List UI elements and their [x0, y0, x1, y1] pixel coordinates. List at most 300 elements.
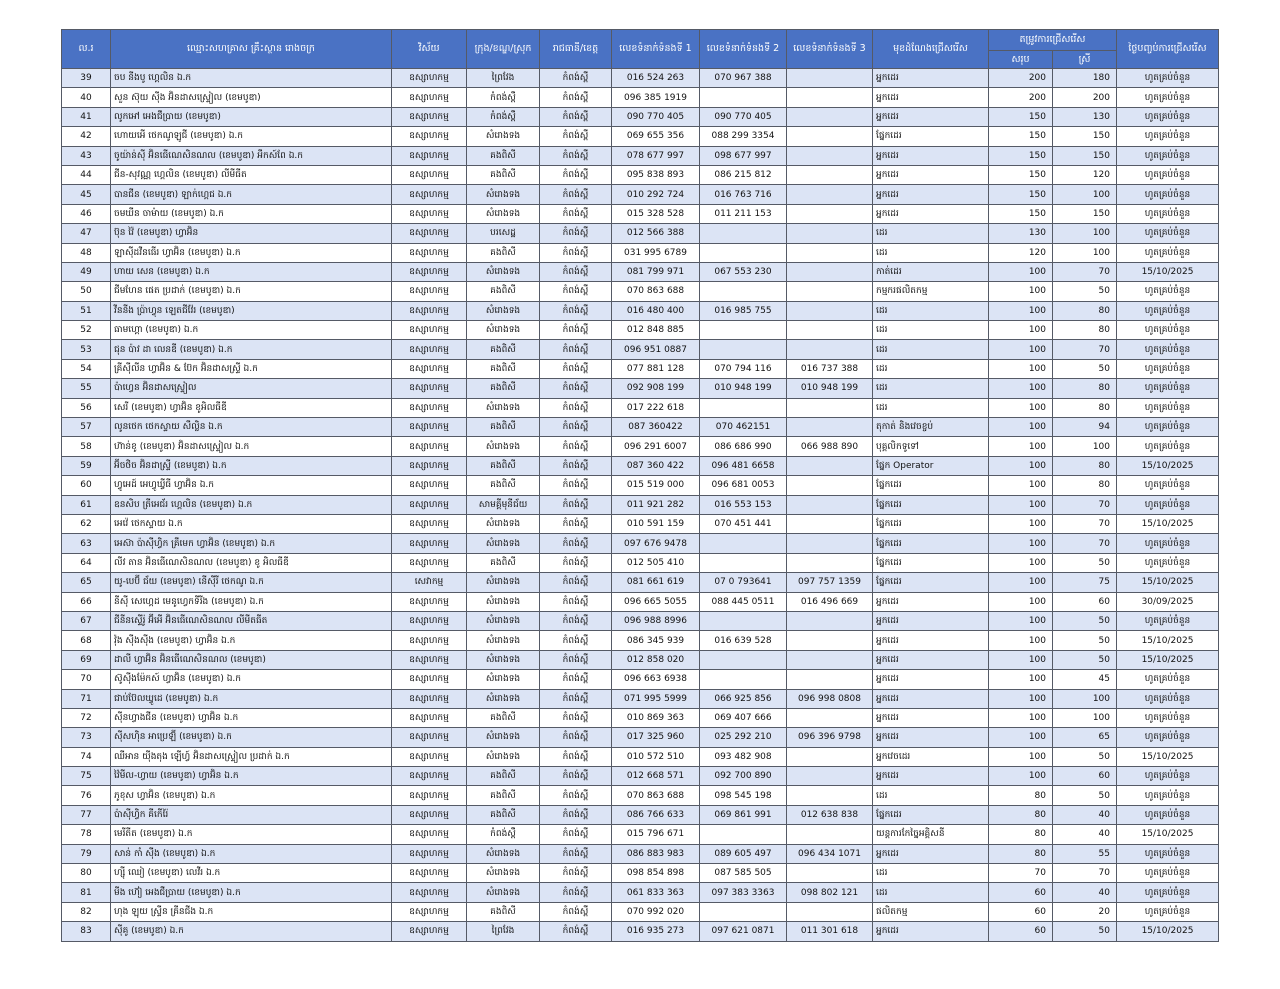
header-sector: វិស័យ: [392, 30, 467, 69]
cell-position: អ្នកដេរ: [873, 69, 989, 88]
cell-sector: ឧស្សាហកម្ម: [392, 476, 467, 495]
table-body: [62, 69, 1219, 942]
cell-no: 73: [62, 728, 111, 747]
cell-phone-1: 010 572 510: [612, 747, 700, 766]
cell-total: 100: [989, 379, 1053, 398]
cell-position: អ្នកដេរ: [873, 650, 989, 669]
cell-province: កំពង់ស្ពឺ: [540, 243, 612, 262]
cell-province: កំពង់ស្ពឺ: [540, 301, 612, 320]
cell-position: អ្នកដេរ: [873, 670, 989, 689]
cell-sector: ឧស្សាហកម្ម: [392, 88, 467, 107]
cell-phone-2: [700, 224, 787, 243]
cell-province: កំពង់ស្ពឺ: [540, 670, 612, 689]
cell-phone-2: 070 462151: [700, 418, 787, 437]
cell-phone-3: [787, 204, 873, 223]
cell-phone-3: 066 988 890: [787, 437, 873, 456]
cell-sector: ឧស្សាហកម្ម: [392, 204, 467, 223]
cell-sector: ឧស្សាហកម្ម: [392, 127, 467, 146]
table-row: [62, 165, 1219, 184]
cell-phone-2: 010 948 199: [700, 379, 787, 398]
cell-company: ស៊ីនហ្វាងជីន (ខេមបូឌា) ហ្វាអ៊ិន ឯ.ក: [111, 708, 392, 727]
cell-female: 50: [1053, 747, 1117, 766]
cell-phone-3: [787, 185, 873, 204]
cell-total: 150: [989, 107, 1053, 126]
cell-district: សំរោងទង: [467, 185, 540, 204]
cell-deadline: ហូតគ្រប់ចំនួន: [1117, 728, 1219, 747]
cell-sector: ឧស្សាហកម្ម: [392, 379, 467, 398]
cell-company: ចូយ៉ាន់ស៊ី អ៊ិនធើណេសិនណល (ខេមបូឌា) អឹកស៍ពែ ឯ.ក: [111, 146, 392, 165]
cell-company: វ៉ុង ស៊ីងស៊ីង (ខេមបូឌា) ហ្វាអ៊ិន ឯ.ក: [111, 631, 392, 650]
cell-total: 100: [989, 747, 1053, 766]
table-row: [62, 243, 1219, 262]
cell-province: កំពង់ស្ពឺ: [540, 282, 612, 301]
cell-company: ឈីអាន យ៉ីងតុង ឡើហ្វ៍ អ៊ិនដាសស្ទ្រៀល ប្រដាក់ ឯ.ក: [111, 747, 392, 766]
cell-company: ហោយអើ ថេកណូឡូជី (ខេមបូឌា) ឯ.ក: [111, 127, 392, 146]
cell-position: ដេរ: [873, 301, 989, 320]
table-row: [62, 864, 1219, 883]
cell-phone-2: 07 0 793641: [700, 573, 787, 592]
cell-total: 100: [989, 514, 1053, 533]
cell-total: 120: [989, 243, 1053, 262]
cell-deadline: ហូតគ្រប់ចំនួន: [1117, 553, 1219, 572]
cell-phone-3: 010 948 199: [787, 379, 873, 398]
cell-district: គងពិសី: [467, 456, 540, 475]
cell-deadline: ហូតគ្រប់ចំនួន: [1117, 88, 1219, 107]
cell-phone-3: [787, 224, 873, 243]
cell-province: កំពង់ស្ពឺ: [540, 69, 612, 88]
cell-total: 100: [989, 321, 1053, 340]
cell-position: អ្នកដេរ: [873, 728, 989, 747]
cell-phone-1: 070 863 688: [612, 786, 700, 805]
cell-sector: ឧស្សាហកម្ម: [392, 514, 467, 533]
cell-no: 54: [62, 359, 111, 378]
cell-sector: ឧស្សាហកម្ម: [392, 437, 467, 456]
cell-deadline: ហូតគ្រប់ចំនួន: [1117, 786, 1219, 805]
cell-deadline: ហូតគ្រប់ចំនួន: [1117, 185, 1219, 204]
cell-province: កំពង់ស្ពឺ: [540, 437, 612, 456]
cell-sector: ឧស្សាហកម្ម: [392, 534, 467, 553]
cell-deadline: 15/10/2025: [1117, 456, 1219, 475]
table-row: [62, 301, 1219, 320]
cell-province: កំពង់ស្ពឺ: [540, 127, 612, 146]
cell-position: អ្នកដេរ: [873, 185, 989, 204]
cell-female: 50: [1053, 631, 1117, 650]
cell-no: 41: [62, 107, 111, 126]
cell-province: កំពង់ស្ពឺ: [540, 728, 612, 747]
cell-total: 80: [989, 825, 1053, 844]
cell-no: 43: [62, 146, 111, 165]
cell-position: ផ្នែកដេរ: [873, 514, 989, 533]
table-row: [62, 611, 1219, 630]
cell-position: ដេរ: [873, 379, 989, 398]
cell-female: 55: [1053, 844, 1117, 863]
cell-phone-2: 069 861 991: [700, 805, 787, 824]
cell-phone-3: [787, 418, 873, 437]
table-row: [62, 689, 1219, 708]
cell-sector: ឧស្សាហកម្ម: [392, 902, 467, 921]
cell-total: 60: [989, 883, 1053, 902]
cell-total: 100: [989, 456, 1053, 475]
cell-deadline: ហូតគ្រប់ចំនួន: [1117, 107, 1219, 126]
cell-sector: ឧស្សាហកម្ម: [392, 786, 467, 805]
cell-province: កំពង់ស្ពឺ: [540, 611, 612, 630]
cell-phone-3: [787, 534, 873, 553]
cell-no: 76: [62, 786, 111, 805]
cell-phone-3: 098 802 121: [787, 883, 873, 902]
cell-no: 40: [62, 88, 111, 107]
cell-female: 80: [1053, 379, 1117, 398]
cell-phone-2: 067 553 230: [700, 262, 787, 281]
cell-position: អ្នកដេរ: [873, 107, 989, 126]
cell-district: សំរោងទង: [467, 670, 540, 689]
cell-sector: ឧស្សាហកម្ម: [392, 592, 467, 611]
cell-phone-1: 010 591 159: [612, 514, 700, 533]
cell-phone-2: 096 681 0053: [700, 476, 787, 495]
table-row: [62, 767, 1219, 786]
cell-district: សំរោងទង: [467, 573, 540, 592]
cell-phone-2: [700, 321, 787, 340]
cell-deadline: ហូតគ្រប់ចំនួន: [1117, 146, 1219, 165]
cell-company: លូកអៅ អេងជឺប្រាយ (ខេមបូឌា): [111, 107, 392, 126]
cell-female: 45: [1053, 670, 1117, 689]
cell-phone-2: 087 585 505: [700, 864, 787, 883]
cell-district: គងពិសី: [467, 340, 540, 359]
cell-district: សំរោងទង: [467, 301, 540, 320]
cell-position: ដេរ: [873, 398, 989, 417]
cell-no: 42: [62, 127, 111, 146]
header-no: ល.រ: [62, 30, 111, 69]
table-row: [62, 398, 1219, 417]
cell-sector: ឧស្សាហកម្ម: [392, 243, 467, 262]
cell-company: គ្រីស៊ីលីន ហ្វាអ៊ិន & ប៊ែក អ៊ិនដាសស្ទ្រី ឯ.ក: [111, 359, 392, 378]
cell-company: ស៊ូស៊ីងម៉ែកស៍ ហ្វាអ៊ិន (ខេមបូឌា) ឯ.ក: [111, 670, 392, 689]
cell-district: ព្រៃវែង: [467, 69, 540, 88]
cell-district: សំរោងទង: [467, 631, 540, 650]
cell-province: កំពង់ស្ពឺ: [540, 631, 612, 650]
cell-phone-2: [700, 398, 787, 417]
cell-phone-3: [787, 476, 873, 495]
cell-female: 150: [1053, 146, 1117, 165]
cell-position: ផលិតកម្ម: [873, 902, 989, 921]
cell-district: សំរោងទង: [467, 611, 540, 630]
cell-total: 100: [989, 708, 1053, 727]
cell-no: 80: [62, 864, 111, 883]
cell-district: សំរោងទង: [467, 534, 540, 553]
cell-sector: ឧស្សាហកម្ម: [392, 670, 467, 689]
cell-phone-1: 090 770 405: [612, 107, 700, 126]
cell-phone-2: 066 925 856: [700, 689, 787, 708]
cell-company: លីវ តាន អ៊ិនធើណេសិនណល (ខេមបូឌា) ខូ អិលធីឌី: [111, 553, 392, 572]
cell-total: 200: [989, 88, 1053, 107]
cell-deadline: ហូតគ្រប់ចំនួន: [1117, 883, 1219, 902]
cell-company: ប៉ាហ្វេន អ៊ិនដាសស្ទ្រៀល: [111, 379, 392, 398]
cell-phone-1: 012 566 388: [612, 224, 700, 243]
cell-company: មីង ហ៊ៀ អេងជឺប្រាយ (ខេមបូឌា) ឯ.ក: [111, 883, 392, 902]
cell-province: កំពង់ស្ពឺ: [540, 224, 612, 243]
cell-phone-2: [700, 282, 787, 301]
cell-total: 100: [989, 670, 1053, 689]
cell-deadline: ហូតគ្រប់ចំនួន: [1117, 611, 1219, 630]
table-row: [62, 88, 1219, 107]
cell-female: 94: [1053, 418, 1117, 437]
cell-phone-2: [700, 902, 787, 921]
table-row: [62, 340, 1219, 359]
cell-province: កំពង់ស្ពឺ: [540, 689, 612, 708]
cell-phone-2: 070 967 388: [700, 69, 787, 88]
cell-phone-1: 096 988 8996: [612, 611, 700, 630]
table-row: [62, 359, 1219, 378]
cell-deadline: ហូតគ្រប់ចំនួន: [1117, 844, 1219, 863]
cell-phone-1: 011 921 282: [612, 495, 700, 514]
cell-deadline: ហូតគ្រប់ចំនួន: [1117, 476, 1219, 495]
table-row: [62, 786, 1219, 805]
cell-total: 100: [989, 573, 1053, 592]
cell-phone-3: [787, 107, 873, 126]
cell-no: 72: [62, 708, 111, 727]
table-row: [62, 553, 1219, 572]
cell-female: 20: [1053, 902, 1117, 921]
cell-phone-1: 086 883 983: [612, 844, 700, 863]
cell-district: គងពិសី: [467, 902, 540, 921]
cell-district: គងពិសី: [467, 786, 540, 805]
cell-phone-1: 015 328 528: [612, 204, 700, 223]
cell-deadline: 15/10/2025: [1117, 631, 1219, 650]
cell-province: កំពង់ស្ពឺ: [540, 864, 612, 883]
cell-phone-1: 069 655 356: [612, 127, 700, 146]
cell-female: 70: [1053, 340, 1117, 359]
cell-phone-2: [700, 88, 787, 107]
cell-phone-3: [787, 301, 873, 320]
cell-deadline: ហូតគ្រប់ចំនួន: [1117, 165, 1219, 184]
cell-total: 150: [989, 204, 1053, 223]
cell-phone-3: [787, 708, 873, 727]
cell-sector: ឧស្សាហកម្ម: [392, 747, 467, 766]
cell-phone-1: 097 676 9478: [612, 534, 700, 553]
cell-no: 57: [62, 418, 111, 437]
cell-phone-1: 012 858 020: [612, 650, 700, 669]
cell-deadline: ហូតគ្រប់ចំនួន: [1117, 224, 1219, 243]
cell-district: គងពិសី: [467, 379, 540, 398]
cell-company: ប៉ាស៊ីហ្វិក គីកើរ៉ៃ: [111, 805, 392, 824]
cell-total: 80: [989, 844, 1053, 863]
cell-deadline: ហូតគ្រប់ចំនួន: [1117, 418, 1219, 437]
cell-phone-2: 097 621 0871: [700, 922, 787, 941]
table-row: [62, 534, 1219, 553]
cell-phone-2: 069 407 666: [700, 708, 787, 727]
cell-position: អ្នកវេចដេរ: [873, 747, 989, 766]
cell-phone-2: 093 482 908: [700, 747, 787, 766]
cell-no: 69: [62, 650, 111, 669]
cell-company: សាន់ កាំ ស៊ីង (ខេមបូឌា) ឯ.ក: [111, 844, 392, 863]
cell-district: សំរោងទង: [467, 728, 540, 747]
cell-total: 100: [989, 340, 1053, 359]
cell-phone-2: 016 985 755: [700, 301, 787, 320]
cell-no: 65: [62, 573, 111, 592]
cell-company: ចប នីងបូ ហ្គេលិន ឯ.ក: [111, 69, 392, 88]
cell-phone-3: [787, 340, 873, 359]
table-row: [62, 902, 1219, 921]
cell-deadline: 15/10/2025: [1117, 747, 1219, 766]
table-row: [62, 514, 1219, 533]
cell-phone-2: 011 211 153: [700, 204, 787, 223]
cell-total: 100: [989, 728, 1053, 747]
cell-total: 100: [989, 476, 1053, 495]
cell-deadline: ហូតគ្រប់ចំនួន: [1117, 902, 1219, 921]
cell-phone-3: [787, 456, 873, 475]
cell-district: បរសេដ្ឋ: [467, 224, 540, 243]
cell-deadline: ហូតគ្រប់ចំនួន: [1117, 534, 1219, 553]
cell-sector: ឧស្សាហកម្ម: [392, 767, 467, 786]
cell-deadline: ហូតគ្រប់ចំនួន: [1117, 127, 1219, 146]
cell-phone-2: 086 215 812: [700, 165, 787, 184]
cell-phone-3: [787, 69, 873, 88]
cell-female: 80: [1053, 456, 1117, 475]
cell-phone-1: 015 519 000: [612, 476, 700, 495]
cell-female: 80: [1053, 321, 1117, 340]
cell-district: គងពិសី: [467, 243, 540, 262]
cell-female: 40: [1053, 883, 1117, 902]
cell-phone-3: [787, 514, 873, 533]
cell-phone-2: 098 545 198: [700, 786, 787, 805]
cell-deadline: ហូតគ្រប់ចំនួន: [1117, 321, 1219, 340]
cell-phone-1: 016 524 263: [612, 69, 700, 88]
cell-position: ផ្នែក Operator: [873, 456, 989, 475]
cell-phone-3: [787, 495, 873, 514]
cell-phone-3: 016 496 669: [787, 592, 873, 611]
cell-sector: ឧស្សាហកម្ម: [392, 825, 467, 844]
cell-phone-3: [787, 127, 873, 146]
cell-company: នីស៊ី សេហ្គេដ មេនូហ្វេកទីរីង (ខេមបូឌា) ឯ.ក: [111, 592, 392, 611]
table-row: [62, 670, 1219, 689]
cell-district: សំរោងទង: [467, 262, 540, 281]
cell-phone-1: 016 480 400: [612, 301, 700, 320]
cell-phone-1: 010 292 724: [612, 185, 700, 204]
cell-position: អ្នកដេរ: [873, 844, 989, 863]
cell-sector: ឧស្សាហកម្ម: [392, 883, 467, 902]
cell-phone-2: 070 794 116: [700, 359, 787, 378]
cell-deadline: ហូតគ្រប់ចំនួន: [1117, 340, 1219, 359]
cell-province: កំពង់ស្ពឺ: [540, 165, 612, 184]
cell-province: កំពង់ស្ពឺ: [540, 456, 612, 475]
cell-province: កំពង់ស្ពឺ: [540, 476, 612, 495]
header-phone-1: លេខទំនាក់ទំនងទី 1: [612, 30, 700, 69]
cell-no: 71: [62, 689, 111, 708]
cell-female: 60: [1053, 592, 1117, 611]
cell-position: បុគ្គលិកទូទៅ: [873, 437, 989, 456]
cell-deadline: ហូតគ្រប់ចំនួន: [1117, 708, 1219, 727]
cell-province: កំពង់ស្ពឺ: [540, 398, 612, 417]
cell-phone-1: 017 222 618: [612, 398, 700, 417]
cell-position: ដេរ: [873, 321, 989, 340]
cell-province: កំពង់ស្ពឺ: [540, 514, 612, 533]
cell-female: 40: [1053, 805, 1117, 824]
cell-phone-1: 012 505 410: [612, 553, 700, 572]
cell-district: សំរោងទង: [467, 864, 540, 883]
header-deadline: ថ្ងៃបញ្ចប់ការជ្រើសរើស: [1117, 30, 1219, 69]
cell-province: កំពង់ស្ពឺ: [540, 825, 612, 844]
cell-company: អេស៊ា ប៉ាស៊ីហ្វិក គ្រឹមេក ហ្វាអ៊ិន (ខេមបូឌា) ឯ.ក: [111, 534, 392, 553]
cell-deadline: 15/10/2025: [1117, 650, 1219, 669]
cell-total: 100: [989, 359, 1053, 378]
cell-female: 200: [1053, 88, 1117, 107]
cell-phone-3: [787, 631, 873, 650]
table-row: [62, 127, 1219, 146]
cell-phone-1: 078 677 997: [612, 146, 700, 165]
cell-no: 59: [62, 456, 111, 475]
cell-deadline: ហូតគ្រប់ចំនួន: [1117, 398, 1219, 417]
cell-phone-1: 010 869 363: [612, 708, 700, 727]
cell-no: 48: [62, 243, 111, 262]
cell-phone-3: 096 998 0808: [787, 689, 873, 708]
cell-province: កំពង់ស្ពឺ: [540, 708, 612, 727]
table-row: [62, 728, 1219, 747]
cell-no: 81: [62, 883, 111, 902]
cell-position: អ្នកដេរ: [873, 146, 989, 165]
cell-no: 74: [62, 747, 111, 766]
cell-phone-1: 096 665 5055: [612, 592, 700, 611]
cell-deadline: ហូតគ្រប់ចំនួន: [1117, 805, 1219, 824]
cell-position: អ្នកដេរ: [873, 165, 989, 184]
cell-no: 52: [62, 321, 111, 340]
cell-company: វីននីង ប្រ៉ាហ្វុន ឡេតជីវ៉ែរ (ខេមបូឌា): [111, 301, 392, 320]
cell-position: អ្នកដេរ: [873, 611, 989, 630]
cell-phone-3: [787, 398, 873, 417]
cell-deadline: ហូតគ្រប់ចំនួន: [1117, 69, 1219, 88]
job-listing-table: [61, 29, 1219, 942]
cell-sector: ឧស្សាហកម្ម: [392, 69, 467, 88]
table-row: [62, 747, 1219, 766]
cell-phone-2: 098 677 997: [700, 146, 787, 165]
cell-deadline: ហូតគ្រប់ចំនួន: [1117, 359, 1219, 378]
cell-company: អេវ៉េ ថេកស្ទាយ ឯ.ក: [111, 514, 392, 533]
cell-no: 82: [62, 902, 111, 921]
cell-position: កម្មករផលិតកម្ម: [873, 282, 989, 301]
cell-phone-2: 016 763 716: [700, 185, 787, 204]
cell-total: 100: [989, 631, 1053, 650]
cell-phone-3: 096 434 1071: [787, 844, 873, 863]
cell-sector: ឧស្សាហកម្ម: [392, 864, 467, 883]
cell-phone-2: [700, 553, 787, 572]
cell-phone-1: 061 833 363: [612, 883, 700, 902]
cell-deadline: 15/10/2025: [1117, 262, 1219, 281]
cell-phone-1: 081 661 619: [612, 573, 700, 592]
cell-company: លូនថេក ថេកស្ទាយ សឹល្លិន ឯ.ក: [111, 418, 392, 437]
cell-female: 70: [1053, 534, 1117, 553]
cell-phone-2: 088 299 3354: [700, 127, 787, 146]
cell-company: សេរី (ខេមបូឌា) ហ្វាអ៊ិន ខូអិលធីឌី: [111, 398, 392, 417]
cell-sector: ឧស្សាហកម្ម: [392, 611, 467, 630]
cell-phone-1: 096 385 1919: [612, 88, 700, 107]
cell-phone-3: 012 638 838: [787, 805, 873, 824]
cell-phone-3: [787, 864, 873, 883]
cell-total: 100: [989, 301, 1053, 320]
cell-province: កំពង់ស្ពឺ: [540, 650, 612, 669]
cell-sector: ឧស្សាហកម្ម: [392, 805, 467, 824]
cell-no: 60: [62, 476, 111, 495]
cell-district: សំរោងទង: [467, 883, 540, 902]
cell-no: 70: [62, 670, 111, 689]
cell-position: ផ្នែកដេរ: [873, 573, 989, 592]
cell-total: 60: [989, 922, 1053, 941]
cell-no: 58: [62, 437, 111, 456]
cell-company: យូ-បេប៊ី ជ័យ (ខេមបូឌា) នើស៊ីរី ថេកណូ ឯ.ក: [111, 573, 392, 592]
cell-company: បានជីន (ខេមបូឌា) ឡាក់ហ្គេជ ឯ.ក: [111, 185, 392, 204]
cell-phone-1: 031 995 6789: [612, 243, 700, 262]
cell-phone-2: 090 770 405: [700, 107, 787, 126]
cell-province: កំពង់ស្ពឺ: [540, 805, 612, 824]
cell-phone-1: 096 951 0887: [612, 340, 700, 359]
cell-position: អ្នកដេរ: [873, 922, 989, 941]
